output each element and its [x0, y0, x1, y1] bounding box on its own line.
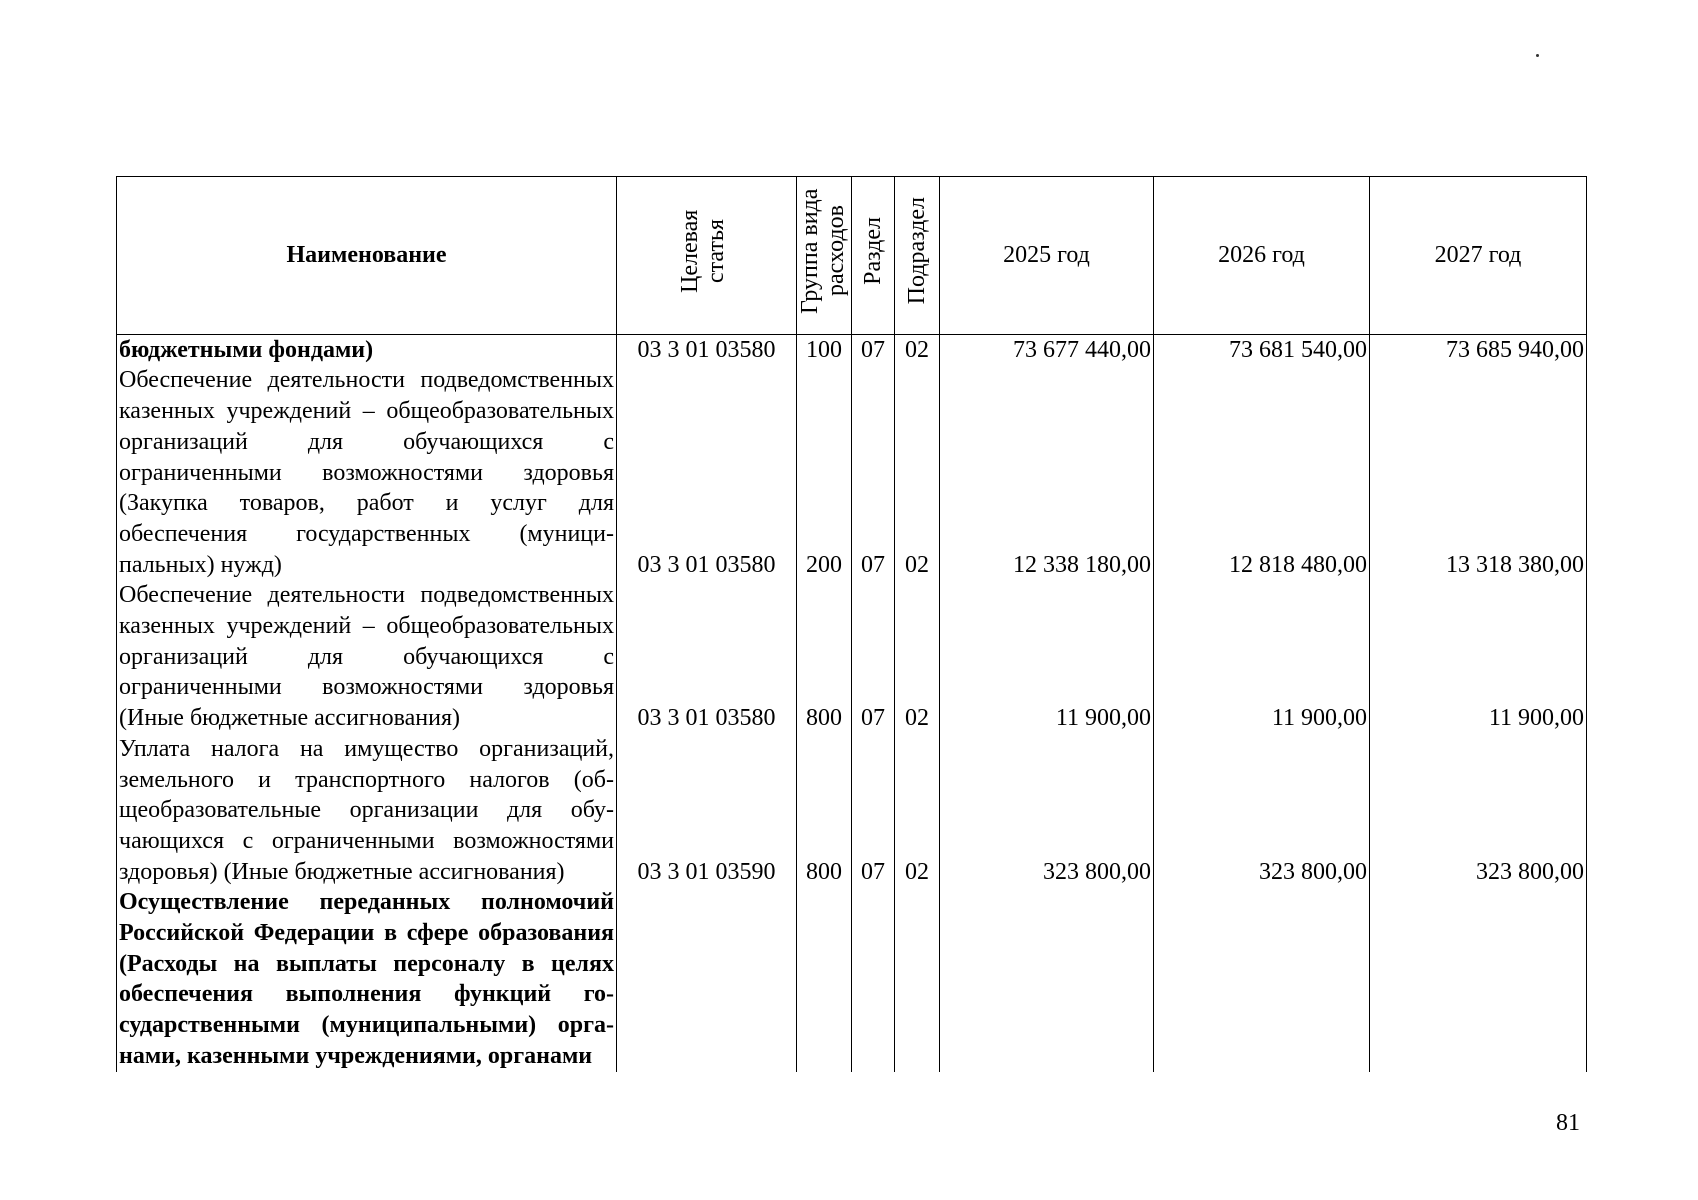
- row-2027: 13 318 380,00: [1370, 365, 1587, 580]
- header-target-label: Целевая статья: [676, 209, 729, 293]
- row-2025: 73 677 440,00: [940, 334, 1154, 365]
- row-name: Обеспечение деятельности подведомственных казенных учреждений – общеобразовательных организаций для обучающихся с ограниченными возможностями здоровья (Закупка товаров, работ и услуг для обеспечения государственных (муниципальных) нужд): [117, 365, 617, 580]
- row-name: Уплата налога на имущество организаций, земельного и транспортного налогов (общеобразовательные организации для обучающихся с ограниченными возможностями здоровья) (Иные бюджетные ассигнования): [117, 734, 617, 888]
- row-group: 100: [797, 334, 852, 365]
- row-2027: [1370, 887, 1587, 1071]
- row-target: 03 3 01 03590: [617, 734, 797, 888]
- table-row: [117, 734, 1587, 888]
- row-group: 800: [797, 734, 852, 888]
- header-2026: 2026 год: [1154, 177, 1370, 335]
- row-section: 07: [852, 734, 895, 888]
- row-2026: 12 818 480,00: [1154, 365, 1370, 580]
- row-name: Осуществление переданных полномочий Российской Федерации в сфере образования (Расходы на выплаты персоналу в целях обеспечения выполнения функций государственными (муниципальными) органами, казенными учреждениями, органами: [117, 887, 617, 1071]
- table-row: [117, 887, 1587, 1071]
- budget-table: [116, 176, 1587, 1072]
- row-2026: [1154, 887, 1370, 1071]
- row-section: [852, 887, 895, 1071]
- row-target: 03 3 01 03580: [617, 365, 797, 580]
- header-subsection: [895, 177, 940, 335]
- row-name: Обеспечение деятельности подведомственных казенных учреждений – общеобразовательных организаций для обучающихся с ограниченными возможностями здоровья (Иные бюджетные ассигнования): [117, 580, 617, 734]
- row-section: 07: [852, 580, 895, 734]
- table-row: [117, 365, 1587, 580]
- row-section: 07: [852, 365, 895, 580]
- row-2026: 11 900,00: [1154, 580, 1370, 734]
- header-section-label: Раздел: [860, 217, 886, 285]
- header-2027: 2027 год: [1370, 177, 1587, 335]
- page-number: 81: [1556, 1110, 1580, 1136]
- row-name: бюджетными фондами): [117, 334, 617, 365]
- header-section: [852, 177, 895, 335]
- header-target: [617, 177, 797, 335]
- row-subsection: 02: [895, 334, 940, 365]
- row-2025: 323 800,00: [940, 734, 1154, 888]
- row-2027: 11 900,00: [1370, 580, 1587, 734]
- header-subsection-label: Подраздел: [904, 197, 930, 305]
- table-row: [117, 334, 1587, 365]
- scan-speck: [1536, 54, 1539, 57]
- row-subsection: [895, 887, 940, 1071]
- row-2026: 73 681 540,00: [1154, 334, 1370, 365]
- row-target: 03 3 01 03580: [617, 580, 797, 734]
- row-2027: 73 685 940,00: [1370, 334, 1587, 365]
- row-2025: [940, 887, 1154, 1071]
- table-header-row: [117, 177, 1587, 335]
- row-section: 07: [852, 334, 895, 365]
- budget-table-sheet: [116, 176, 1586, 1088]
- row-subsection: 02: [895, 580, 940, 734]
- header-group: [797, 177, 852, 335]
- row-group: 800: [797, 580, 852, 734]
- row-target: 03 3 01 03580: [617, 334, 797, 365]
- row-target: [617, 887, 797, 1071]
- header-group-label: Группа вида расходов: [797, 188, 849, 314]
- row-group: [797, 887, 852, 1071]
- row-subsection: 02: [895, 734, 940, 888]
- header-name: Наименование: [117, 177, 617, 335]
- row-2025: 11 900,00: [940, 580, 1154, 734]
- header-2025: 2025 год: [940, 177, 1154, 335]
- table-row: [117, 580, 1587, 734]
- row-2027: 323 800,00: [1370, 734, 1587, 888]
- row-group: 200: [797, 365, 852, 580]
- row-subsection: 02: [895, 365, 940, 580]
- row-2026: 323 800,00: [1154, 734, 1370, 888]
- row-2025: 12 338 180,00: [940, 365, 1154, 580]
